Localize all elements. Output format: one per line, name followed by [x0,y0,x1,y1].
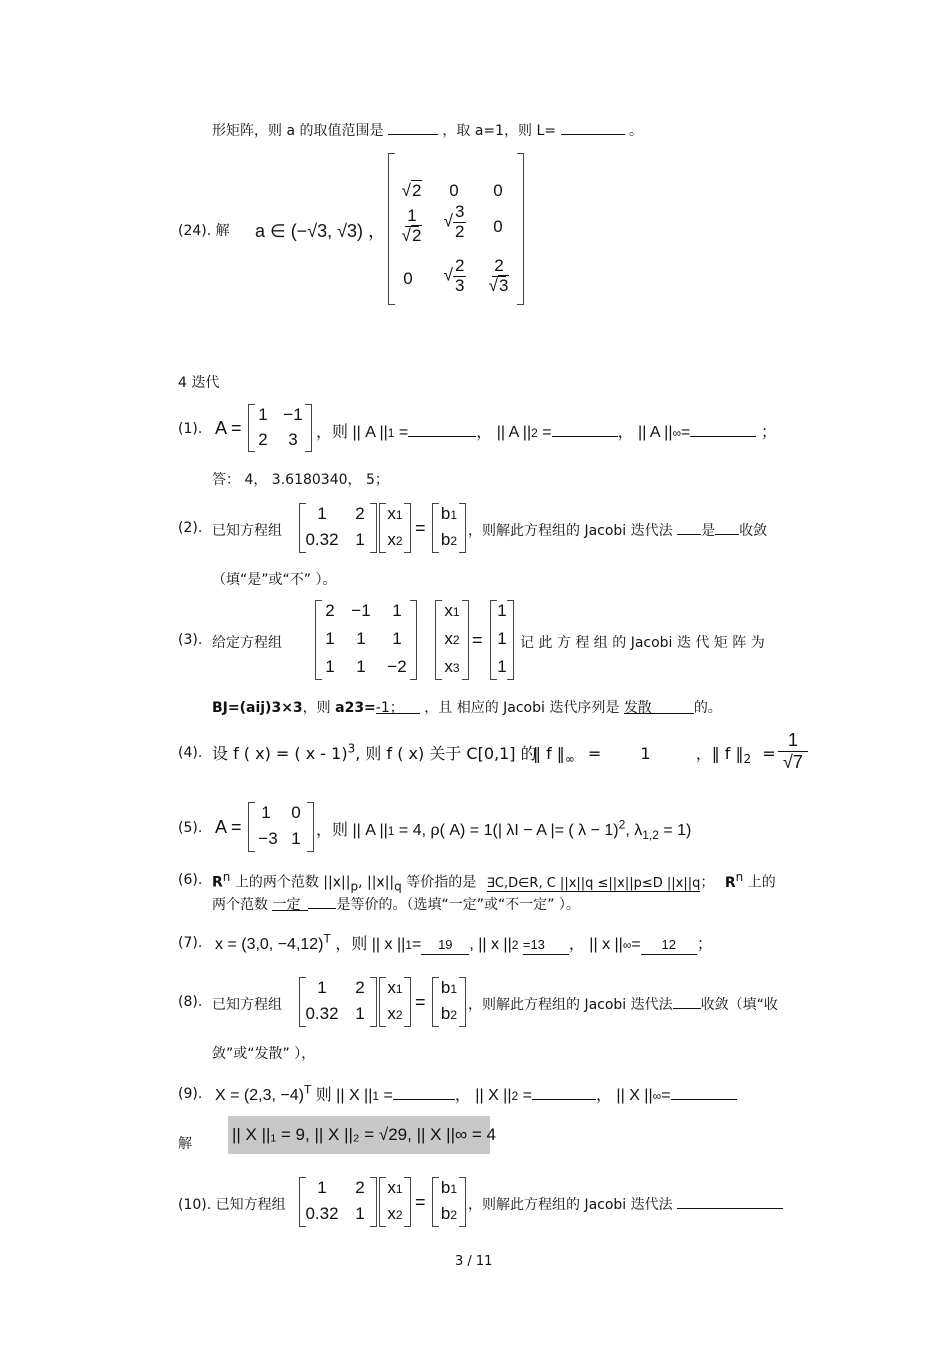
matrix-q10-x: x1 x2 [379,1177,411,1227]
matrix-q10-A: 1 2 0.32 1 [299,1177,377,1227]
matrix-q2-x: x1 x2 [379,503,411,553]
q24-label: (24). 解 [178,223,230,239]
blank [388,120,438,135]
q8-after: ，则解此方程组的 Jacobi 迭代法 收敛（填“收 [468,994,778,1014]
q4-inf: ‖ f $‖_\infty = 1$ ，‖ f $‖_2$ = [533,744,776,767]
matrix-q8-x: x1 x2 [379,977,411,1027]
matrix-L: √2 0 0 $\frac{1}{√2}$ √ $\frac{3}{2}$ 0 0 √ $\frac{2}{3}$ $\frac{2}{√3}$ [388,153,524,305]
matrix-q8-A: 1 2 0.32 1 [299,977,377,1027]
matrix-q2-b: b1 b2 [432,503,466,553]
q8-text: 已知方程组 [212,997,282,1013]
q2-note: （填“是”或“不” ）。 [212,572,337,588]
matrix-q2-A: 1 2 0.32 1 [299,503,377,553]
q4-frac: 1 √7 [778,730,808,773]
q24-range: a ∈ (−√3, √3) ， [255,221,386,241]
q2-after: ，则解此方程组的 Jacobi 迭代法 是 收敛 [468,520,767,540]
q1-norms: ，则 || A ||1 = ， || A ||2 = ， || A ||∞= ； [316,424,777,441]
matrix-q3-A: 2 −1 1 1 1 1 1 1 −2 [315,600,417,680]
intro-line: 形矩阵，则 a 的取值范围是 ，取 a=1，则 L= 。 [212,120,643,140]
q1-answer: 答： 4， 3.6180340， 5； [212,472,389,488]
jie-answer: || X ||₁ = 9, || X ||₂ = √29, || X ||∞ = 4 [232,1125,496,1144]
q3-line2: BJ=(aij)3×3，则 a23=-1； ，且 相应的 Jacobi 迭代序列是 发散 的。 [212,697,722,717]
q1-label: (1). [178,421,203,437]
q2-text: 已知方程组 [212,523,282,539]
q4-text: 设 f ( x) = ( x - 1)$^3$, 则 f ( x) 关于 C[0,1] 的 [212,741,537,763]
q5-label: (5). [178,820,203,836]
jie-label: 解 [178,1136,192,1152]
q5-text: ，则 || A ||1 = 4, ρ( A) = 1(| λI − A |= ( λ − 1)$^2$, $\lambda_{1,2} = 1$) [316,817,692,843]
q9-label: (9). [178,1086,203,1102]
matrix-q8-b: b1 b2 [432,977,466,1027]
q7-label: (7). [178,935,203,951]
q2-label: (2). [178,520,203,536]
blank [561,120,625,135]
page-number: 3 / 11 [455,1254,493,1269]
q1-A: A = [215,418,242,438]
matrix-q1: 1 −1 2 3 [248,404,312,452]
q8-label: (8). [178,994,203,1010]
q10-after: ，则解此方程组的 Jacobi 迭代法 [468,1194,783,1214]
matrix-q3-b: 1 1 1 [490,600,514,680]
q3-text: 给定方程组 [212,635,282,651]
q6-line2: 两个范数 一定 是等价的。（选填“一定”或“不一定” ）。 [212,894,580,914]
q4-label: (4). [178,745,203,761]
q9-text: X = (2,3, −4)$^T$ 则 || X ||1 = ， || X ||2 = ， || X ||∞= [215,1082,737,1105]
q6-line1: $R^n$ 上的两个范数 $||x||_p$, $||x||_q$ 等价指的是 ∃C,D∈R, C ||x||q ≤||x||p≤D ||x||q； $R^n$ 上的 [212,870,776,894]
matrix-q5: 1 0 −3 1 [248,802,314,852]
q7-text: x = (3,0, −4,12)$^T$ ，则 || x ||1= 19 , || x ||2 =13 ， || x ||∞= 12 ； [215,931,713,953]
q8-line2: 敛”或“发散” ）， [212,1046,316,1062]
matrix-q3-x: x1 x2 x3 [435,600,469,680]
q6-label: (6). [178,872,203,888]
q3-label: (3). [178,632,203,648]
matrix-q10-b: b1 b2 [432,1177,466,1227]
section-title: 4 迭代 [178,375,220,391]
q3-after: 记 此 方 程 组 的 Jacobi 迭 代 矩 阵 为 [520,635,765,651]
q10-label: (10). 已知方程组 [178,1197,286,1213]
